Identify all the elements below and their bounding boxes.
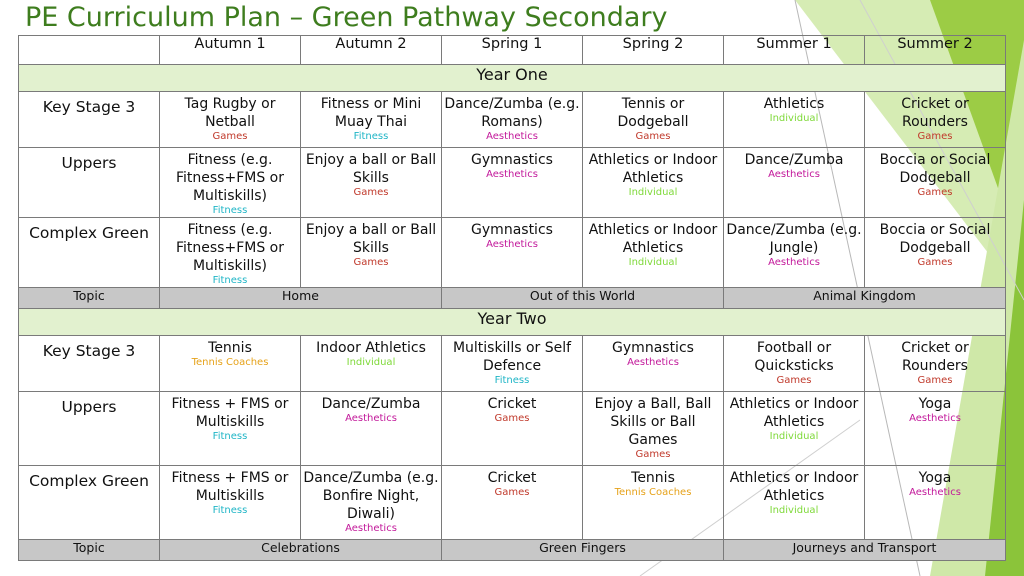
table-row [19,148,1006,218]
category-tag: Games [212,131,248,142]
activity-name: Dance/Zumba (e.g. Jungle) [726,222,862,256]
activity-name: Fitness + FMS or Multiskills [171,470,289,504]
topic-value: Green Fingers [442,540,724,561]
activity-cell [160,466,301,540]
category-tag: Individual [769,505,819,516]
activity-name: Athletics [763,96,825,112]
topic-value: Out of this World [442,288,724,309]
activity-name: Fitness + FMS or Multiskills [171,396,289,430]
activity-name: Cricket or Rounders [901,340,969,374]
activity-cell [583,392,724,466]
category-tag: Aesthetics [909,487,961,498]
row-group-label: Key Stage 3 [19,336,160,392]
activity-cell [865,218,1006,288]
activity-name: Dance/Zumba [744,152,844,168]
activity-cell [301,392,442,466]
activity-name: Cricket or Rounders [901,96,969,130]
activity-name: Tennis or Dodgeball [617,96,689,130]
activity-cell [160,218,301,288]
activity-cell [442,466,583,540]
category-tag: Individual [346,357,396,368]
category-tag: Individual [628,257,678,268]
activity-name: Football or Quicksticks [754,340,834,374]
activity-cell [865,92,1006,148]
topic-row [19,288,1006,309]
category-tag: Fitness [494,375,530,386]
activity-name: Tag Rugby or Netball [184,96,276,130]
category-tag: Tennis Coaches [191,357,269,368]
category-tag: Games [494,487,530,498]
activity-name: Multiskills or Self Defence [452,340,572,374]
category-tag: Aesthetics [486,169,538,180]
activity-cell [442,336,583,392]
table-row [19,218,1006,288]
activity-name: Fitness (e.g. Fitness+FMS or Multiskills) [175,152,284,204]
activity-cell [583,92,724,148]
term-header: Autumn 1 [160,36,301,65]
topic-value: Journeys and Transport [724,540,1006,561]
activity-cell [724,92,865,148]
activity-name: Yoga [918,470,952,486]
row-group-label: Complex Green [19,218,160,288]
activity-cell [301,148,442,218]
activity-cell [865,336,1006,392]
category-tag: Aesthetics [345,413,397,424]
category-tag: Games [917,187,953,198]
activity-name: Enjoy a ball or Ball Skills [305,152,437,186]
activity-cell [583,466,724,540]
category-tag: Games [917,131,953,142]
activity-cell [724,148,865,218]
row-group-label: Uppers [19,392,160,466]
activity-cell [865,466,1006,540]
table-row [19,336,1006,392]
activity-name: Athletics or Indoor Athletics [588,152,718,186]
term-header-row [19,36,1006,65]
activity-cell [865,148,1006,218]
activity-cell [583,218,724,288]
year-label: Year Two [19,309,1006,336]
category-tag: Games [917,257,953,268]
category-tag: Fitness [353,131,389,142]
activity-cell [301,92,442,148]
activity-name: Cricket [487,470,537,486]
term-header: Autumn 2 [301,36,442,65]
category-tag: Tennis Coaches [614,487,692,498]
activity-cell [160,392,301,466]
activity-cell [160,92,301,148]
category-tag: Aesthetics [909,413,961,424]
activity-name: Boccia or Social Dodgeball [879,152,991,186]
category-tag: Individual [628,187,678,198]
activity-cell [442,92,583,148]
category-tag: Aesthetics [486,239,538,250]
activity-cell [724,336,865,392]
activity-cell [301,336,442,392]
term-header: Spring 2 [583,36,724,65]
row-group-label: Uppers [19,148,160,218]
category-tag: Fitness [212,205,248,216]
activity-name: Cricket [487,396,537,412]
topic-value: Home [160,288,442,309]
year-label: Year One [19,65,1006,92]
category-tag: Games [635,449,671,460]
activity-cell [724,392,865,466]
topic-row [19,540,1006,561]
activity-cell [160,336,301,392]
term-header: Spring 1 [442,36,583,65]
activity-cell [301,218,442,288]
activity-name: Enjoy a ball or Ball Skills [305,222,437,256]
activity-cell [724,218,865,288]
term-header: Summer 2 [865,36,1006,65]
table-row [19,392,1006,466]
activity-name: Gymnastics [612,340,694,356]
activity-cell [583,148,724,218]
activity-cell [160,148,301,218]
category-tag: Games [494,413,530,424]
activity-name: Dance/Zumba (e.g. Romans) [444,96,580,130]
category-tag: Games [776,375,812,386]
category-tag: Games [353,257,389,268]
category-tag: Aesthetics [486,131,538,142]
category-tag: Games [353,187,389,198]
category-tag: Fitness [212,431,248,442]
activity-cell [301,466,442,540]
activity-name: Yoga [918,396,952,412]
activity-cell [724,466,865,540]
activity-name: Fitness or Mini Muay Thai [320,96,422,130]
category-tag: Aesthetics [768,257,820,268]
activity-cell [442,148,583,218]
activity-name: Tennis [208,340,252,356]
activity-name: Indoor Athletics [316,340,426,356]
activity-name: Dance/Zumba [321,396,421,412]
table-row [19,92,1006,148]
table-row [19,466,1006,540]
category-tag: Fitness [212,505,248,516]
category-tag: Games [635,131,671,142]
activity-name: Athletics or Indoor Athletics [729,396,859,430]
activity-cell [442,218,583,288]
category-tag: Aesthetics [345,523,397,534]
activity-name: Fitness (e.g. Fitness+FMS or Multiskills) [175,222,284,274]
category-tag: Games [917,375,953,386]
topic-label: Topic [19,540,160,561]
activity-name: Tennis [631,470,675,486]
activity-name: Gymnastics [471,152,553,168]
year-band [19,65,1006,92]
activity-name: Enjoy a Ball, Ball Skills or Ball Games [594,396,712,448]
category-tag: Individual [769,113,819,124]
row-group-label: Complex Green [19,466,160,540]
activity-name: Athletics or Indoor Athletics [729,470,859,504]
activity-cell [442,392,583,466]
header-corner [19,36,160,65]
topic-value: Celebrations [160,540,442,561]
category-tag: Fitness [212,275,248,286]
category-tag: Aesthetics [768,169,820,180]
topic-label: Topic [19,288,160,309]
activity-cell [865,392,1006,466]
curriculum-table [18,35,1006,561]
term-header: Summer 1 [724,36,865,65]
activity-name: Athletics or Indoor Athletics [588,222,718,256]
category-tag: Aesthetics [627,357,679,368]
activity-cell [583,336,724,392]
topic-value: Animal Kingdom [724,288,1006,309]
activity-name: Gymnastics [471,222,553,238]
activity-name: Boccia or Social Dodgeball [879,222,991,256]
page-title: PE Curriculum Plan – Green Pathway Secondary [25,2,668,33]
year-band [19,309,1006,336]
row-group-label: Key Stage 3 [19,92,160,148]
activity-name: Dance/Zumba (e.g. Bonfire Night, Diwali) [303,470,439,522]
category-tag: Individual [769,431,819,442]
